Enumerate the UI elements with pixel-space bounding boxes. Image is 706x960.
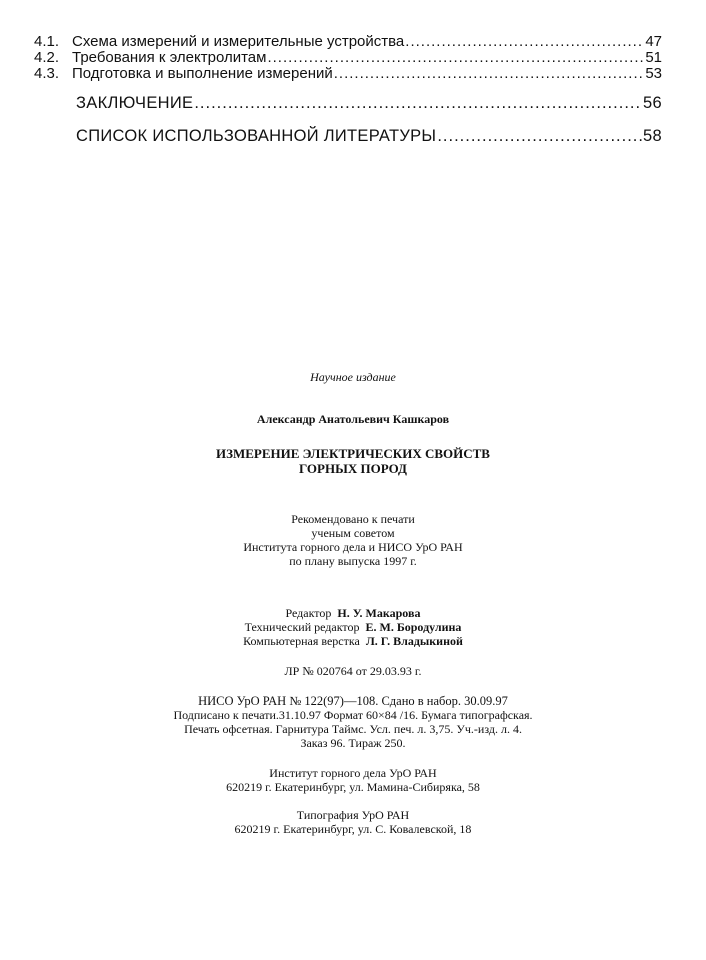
print-detail-line: Печать офсетная. Гарнитура Таймс. Усл. печ. л. 3,75. Уч.-изд. л. 4.: [184, 722, 522, 736]
editor-name: Л. Г. Владыкиной: [365, 634, 463, 648]
editor-line: [0, 606, 706, 620]
toc-entry-conclusion: [76, 94, 662, 112]
toc-entry-title: СПИСОК ИСПОЛЬЗОВАННОЙ ЛИТЕРАТУРЫ: [76, 127, 437, 145]
typography-address: 620219 г. Екатеринбург, ул. С. Ковалевской, 18: [234, 822, 472, 836]
toc-entry-4-1: [34, 34, 662, 50]
typography-name: Типография УрО РАН: [296, 808, 410, 822]
editor-line: [0, 620, 706, 634]
editor-role: Редактор: [285, 606, 332, 620]
print-detail-line: Заказ 96. Тираж 250.: [300, 736, 406, 750]
editor-line: [0, 634, 706, 648]
editor-role: Технический редактор: [244, 620, 360, 634]
toc-entry-page: 53: [645, 65, 662, 82]
print-detail-line: Подписано к печати.31.10.97 Формат 60×84 /16. Бумага типографская.: [173, 708, 533, 722]
toc-entry-number: 4.3.: [34, 65, 60, 82]
recommendation-line: Рекомендовано к печати: [291, 512, 415, 526]
author-name: Александр Анатольевич Кашкаров: [256, 412, 450, 426]
recommendation-line: Института горного дела и НИСО УрО РАН: [243, 540, 463, 554]
recommendation-line: по плану выпуска 1997 г.: [289, 554, 417, 568]
toc-leader-dots: [334, 66, 645, 82]
license-number: ЛР № 020764 от 29.03.93 г.: [284, 664, 422, 678]
recommendation-line: ученым советом: [311, 526, 395, 540]
toc-entry-title: ЗАКЛЮЧЕНИЕ: [76, 94, 194, 112]
toc-entry-4-3: [34, 66, 662, 82]
institute-address: 620219 г. Екатеринбург, ул. Мамина-Сибиряка, 58: [226, 780, 480, 794]
toc-entry-page: 58: [643, 127, 662, 145]
toc-entry-references: [76, 127, 662, 145]
toc-leader-dots: [405, 34, 644, 50]
book-title: [0, 446, 706, 476]
publication-genre: Научное издание: [310, 370, 396, 384]
editor-name: Н. У. Макарова: [337, 606, 421, 620]
toc-entry-title: Схема измерений и измерительные устройства: [72, 33, 405, 50]
toc-entry-4-2: [34, 50, 662, 66]
print-detail-line: НИСО УрО РАН № 122(97)—108. Сдано в набор. 30.09.97: [198, 694, 508, 708]
toc-leader-dots: [194, 94, 642, 112]
toc-entry-number: 4.2.: [34, 49, 60, 66]
table-of-contents: [34, 34, 662, 145]
editor-role: Компьютерная верстка: [243, 634, 360, 648]
institute-info: [0, 766, 706, 794]
imprint-block: [0, 370, 706, 836]
book-title-line: ГОРНЫХ ПОРОД: [298, 461, 407, 476]
toc-entry-title: Требования к электролитам: [72, 49, 267, 66]
institute-name: Институт горного дела УрО РАН: [269, 766, 437, 780]
print-details: [0, 694, 706, 750]
toc-entry-title: Подготовка и выполнение измерений: [72, 65, 333, 82]
toc-entry-number: 4.1.: [34, 33, 60, 50]
editors-list: [0, 606, 706, 648]
book-title-line: ИЗМЕРЕНИЕ ЭЛЕКТРИЧЕСКИХ СВОЙСТВ: [216, 446, 490, 461]
toc-leader-dots: [437, 127, 642, 145]
recommendation: [0, 512, 706, 568]
toc-leader-dots: [267, 50, 644, 66]
editor-name: Е. М. Бородулина: [365, 620, 462, 634]
toc-entry-page: 51: [645, 49, 662, 66]
toc-entry-page: 47: [645, 33, 662, 50]
typography-info: [0, 808, 706, 836]
toc-entry-page: 56: [643, 94, 662, 112]
